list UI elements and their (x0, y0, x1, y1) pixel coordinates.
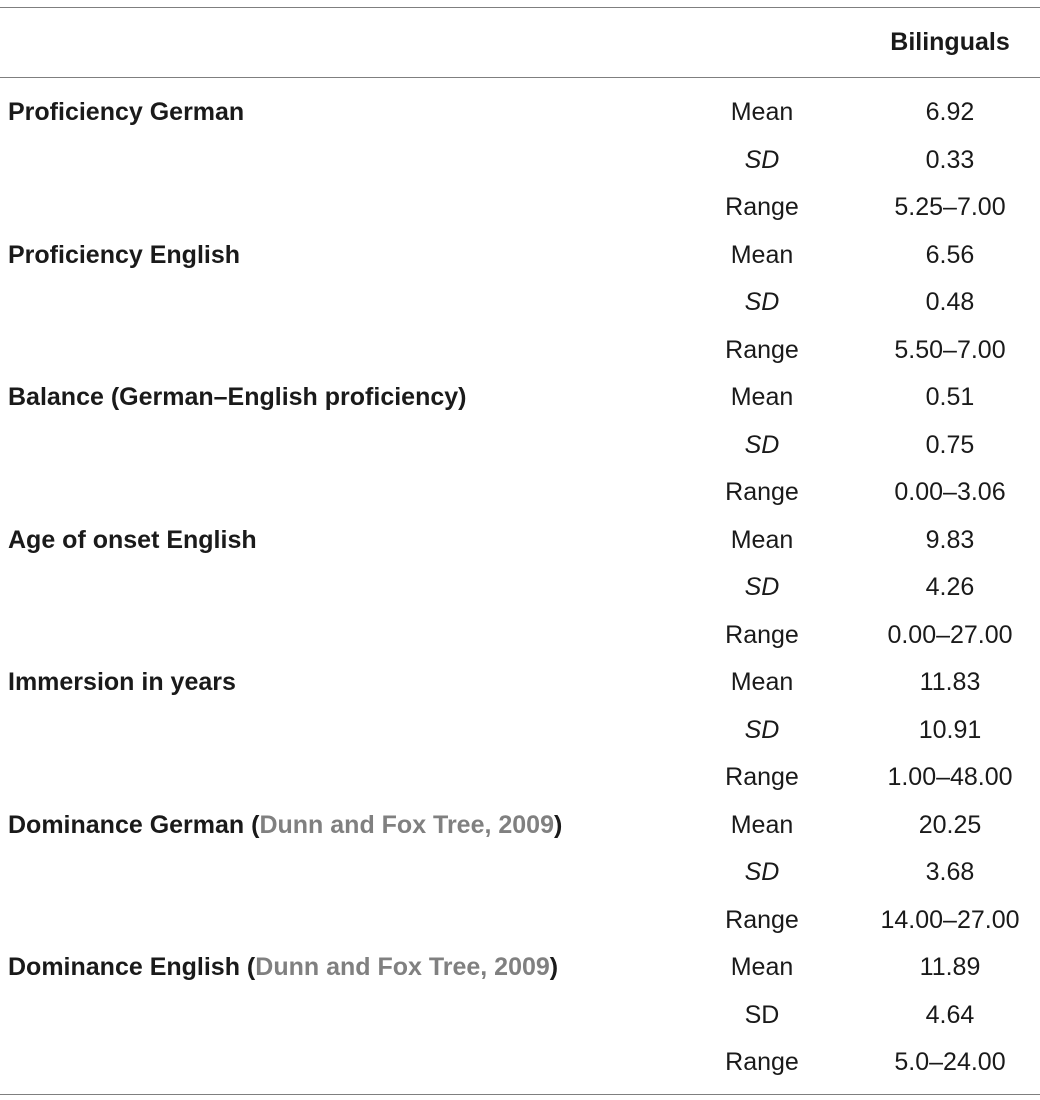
table-row (0, 137, 1040, 185)
stat-label: Range (725, 193, 799, 221)
stat-label: Range (725, 1048, 799, 1076)
stat-value: 10.91 (918, 715, 982, 744)
table-row (0, 279, 1040, 327)
row-label: Balance (German–English proficiency) (8, 383, 467, 411)
row-label: Proficiency German (8, 98, 245, 126)
stat-label: Mean (730, 383, 794, 411)
stat-value: 0.00–3.06 (894, 478, 1006, 506)
table-row (0, 422, 1040, 470)
stat-label: SD (744, 430, 780, 459)
stat-label: SD (744, 288, 780, 316)
stat-label: Mean (730, 525, 794, 554)
table-row (0, 612, 1040, 660)
table-body (0, 89, 1040, 1087)
row-label-suffix: ) (549, 953, 559, 981)
table-row (0, 659, 1040, 707)
row-label-prefix: Dominance English ( (8, 953, 256, 981)
stat-label: Mean (730, 98, 794, 126)
stat-label: Range (725, 478, 799, 506)
table-row (0, 89, 1040, 137)
table-row (0, 374, 1040, 422)
stat-value: 6.56 (925, 240, 975, 269)
stat-value: 5.25–7.00 (894, 193, 1006, 221)
stat-label: Mean (730, 953, 794, 981)
stat-value: 11.83 (919, 668, 981, 696)
table-bottom-rule (0, 1094, 1040, 1095)
stat-value: 20.25 (918, 810, 982, 839)
stat-value: 0.51 (925, 383, 975, 411)
stat-label: Mean (730, 668, 794, 696)
stat-label: SD (744, 573, 780, 601)
stat-label: Range (725, 335, 799, 364)
stat-value: 5.0–24.00 (894, 1048, 1006, 1076)
row-label-prefix: Dominance German ( (8, 810, 260, 839)
stat-value: 0.00–27.00 (887, 620, 1013, 649)
stat-value: 3.68 (925, 858, 975, 886)
stat-label: Range (725, 763, 799, 791)
table-row (0, 849, 1040, 897)
table-row (0, 232, 1040, 280)
table-top-rule (0, 7, 1040, 8)
stat-value: 4.64 (925, 1000, 975, 1029)
stat-label: SD (744, 1000, 780, 1029)
row-label-suffix: ) (553, 810, 563, 839)
stat-label: Range (725, 620, 799, 649)
table-row (0, 469, 1040, 517)
stat-label: Mean (730, 240, 794, 269)
stat-value: 11.89 (919, 953, 981, 981)
stat-label: Range (725, 905, 799, 934)
row-label: Proficiency English (8, 240, 241, 269)
stat-label: SD (744, 858, 780, 886)
table-row (0, 897, 1040, 945)
table-header-rule (0, 77, 1040, 78)
row-label: Age of onset English (8, 525, 257, 554)
table-row (0, 802, 1040, 850)
stat-value: 0.48 (925, 288, 975, 316)
stat-value: 4.26 (925, 573, 975, 601)
stat-label: SD (744, 145, 780, 174)
row-label (8, 944, 558, 992)
stat-label: SD (744, 715, 780, 744)
row-label: Immersion in years (8, 668, 236, 696)
stat-label: Mean (730, 810, 794, 839)
table-row (0, 184, 1040, 232)
table-row (0, 327, 1040, 375)
stat-value: 14.00–27.00 (880, 905, 1020, 934)
column-header-bilinguals: Bilinguals (890, 28, 1010, 56)
table-row (0, 517, 1040, 565)
table-row (0, 707, 1040, 755)
stat-value: 5.50–7.00 (894, 335, 1006, 364)
table-row (0, 754, 1040, 802)
stat-value: 9.83 (925, 525, 975, 554)
citation-link[interactable]: Dunn and Fox Tree, 2009 (259, 810, 554, 839)
table-row (0, 564, 1040, 612)
table-row (0, 944, 1040, 992)
citation-link[interactable]: Dunn and Fox Tree, 2009 (255, 953, 550, 981)
row-label (8, 802, 562, 850)
table-row (0, 992, 1040, 1040)
table-row (0, 1039, 1040, 1087)
stat-value: 0.75 (925, 430, 975, 459)
stat-value: 1.00–48.00 (887, 763, 1013, 791)
stat-value: 6.92 (925, 98, 975, 126)
stat-value: 0.33 (925, 145, 975, 174)
